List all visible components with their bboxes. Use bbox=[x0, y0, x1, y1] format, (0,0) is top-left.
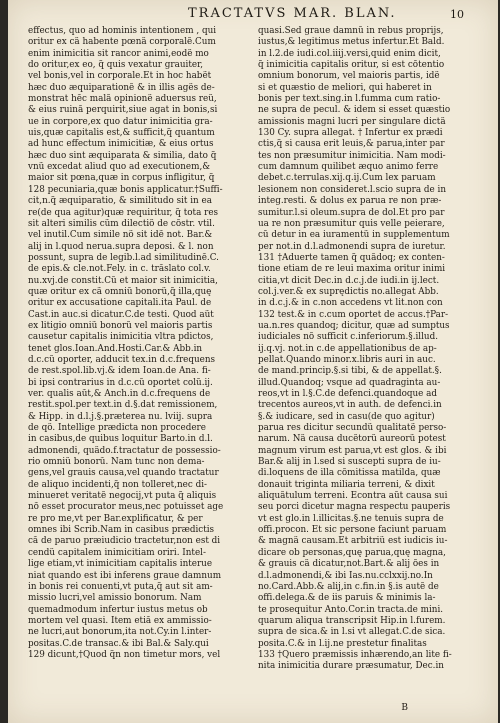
text-line: de aliquo incidenti,q̃ non tolleret,nec di- bbox=[28, 479, 208, 490]
text-line: per not.in d.l.admonendi supra de iuretur. bbox=[258, 241, 446, 252]
text-line: ver. qualis aũt,& Anch.in d.c.frequens de bbox=[28, 389, 211, 399]
text-line: Bar.& alij in l.sed si suscepti supra de iu- bbox=[258, 457, 441, 468]
text-line: amissionis magni lucri per singulare dictã bbox=[258, 116, 446, 127]
text-line: 131 †Aduerte tamen q̃ quãdoq; ex conten- bbox=[258, 252, 445, 263]
text-line: oritur ex cã habente pœnã corporalẽ.Cum bbox=[28, 37, 216, 48]
text-line: iudiciales nõ sufficit c.inferiorum.§.illud. bbox=[258, 332, 439, 343]
text-line: oritur ex accusatione capitali.ita Paul. de bbox=[28, 298, 212, 309]
text-line: causetur capitalis inimicitia vltra pdictos, bbox=[28, 332, 214, 343]
text-line: integ.resti. & dolus ex parua re non præ- bbox=[258, 196, 442, 207]
text-line: monstrat hẽc malã opinionẽ aduersus reũ, bbox=[28, 94, 217, 105]
text-line: debet.c.terrulas.xij.q.ij.Cum lex paruam bbox=[258, 173, 436, 184]
text-line: Cast.in auc.si dicatur.C.de testi. Quod aũt bbox=[28, 309, 214, 320]
text-line: omnium bonorum, vel maioris partis, idẽ bbox=[258, 71, 440, 82]
text-line: parua res dicitur secundũ qualitatẽ perso- bbox=[258, 423, 447, 434]
text-line: rio omniũ bonorũ. Nam tunc non dema- bbox=[28, 457, 205, 468]
text-line: in l.2.de iudi.col.iiij.versi,quid enim dicit, bbox=[258, 48, 441, 59]
text-line: ex litigio omniũ bonorũ vel maioris partis bbox=[28, 320, 213, 331]
text-line: restit.spol.per text.in d.§.dat remissionem, bbox=[28, 400, 218, 411]
text-line: magnum virum est parua,vt est glos. & ibi bbox=[258, 445, 447, 456]
text-line: sit alteri similis cũm dilectiõ de cõstr. vtil. bbox=[28, 218, 215, 229]
text-line: col.j.ver.& ex suprędictis no.allegat Abb. bbox=[258, 286, 439, 297]
text-line: mortem vel quasi. Item etiã ex ammissio- bbox=[28, 615, 212, 626]
left-text-column bbox=[28, 26, 248, 661]
running-title: TRACTATVS MAR. BLAN. bbox=[188, 6, 397, 21]
text-line: nita inimicitia durare præsumatur, Dec.in bbox=[258, 661, 444, 672]
text-line: ua.n.res quandoq; dicitur, quæ ad sumptus bbox=[258, 320, 450, 331]
text-line: si et quæstio de meliori, qui haberet in bbox=[258, 82, 432, 93]
text-line: vel bonis,vel in corporale.Et in hoc habẽt bbox=[28, 71, 212, 82]
text-line: ua re non præsumitur quis velle peierare, bbox=[258, 218, 445, 229]
text-line: d.l.admonendi,& ibi Ias.nu.cclxxij.no.In bbox=[258, 570, 433, 581]
text-line: & Hipp. in d.l.j.§.præterea nu. lviij. supra bbox=[28, 411, 213, 422]
text-line: cendũ capitalem inimicitiam oriri. Intel- bbox=[28, 547, 206, 558]
text-line: quæ oritur ex cã omniũ bonorũ,q̃ illa,quę bbox=[28, 286, 212, 297]
text-line: bonis per text.sing.in l.fumma cum ratio- bbox=[258, 94, 441, 105]
text-line: aliquãtulum terreni. Econtra aũt causa sui bbox=[258, 491, 448, 502]
text-line: hæc duo sint æquiparata & similia, dato q̃ bbox=[28, 150, 217, 161]
text-line: pellat.Quando minor.x.libris auri in auc. bbox=[258, 354, 436, 365]
text-line: re(de qua agitur)quæ requiritur, q̃ tota res bbox=[28, 207, 219, 218]
text-line: effectus, quo ad hominis intentionem , qui bbox=[28, 26, 217, 36]
text-line: 128 pecuniaria,quæ bonis applicatur.†Suffi- bbox=[28, 184, 223, 195]
text-line: te prosequitur Anto.Cor.in tracta.de mini. bbox=[258, 604, 444, 615]
text-line: gens,vel grauis causa,vel quando tractatur bbox=[28, 468, 219, 479]
text-line: illud.Quandoq; vsque ad quadraginta au- bbox=[258, 377, 441, 388]
text-line: vel inutil.Cum simile nõ sit idẽ not. Bar.& bbox=[28, 230, 213, 241]
text-line: positas.C.de transac.& ibi Bal.& Saly.qui bbox=[28, 638, 209, 649]
text-line: in bonis rei conuenti,vt puta,q̃ aut sit am- bbox=[28, 581, 213, 592]
text-line: enim inimicitia sit rancor animi,eodẽ mo bbox=[28, 48, 209, 59]
signature-mark: B bbox=[401, 703, 408, 713]
text-line: ue in corpore,ex quo datur inimicitia gra- bbox=[28, 116, 213, 127]
page-number: 10 bbox=[450, 8, 464, 21]
text-line: de epis.& cle.not.Fely. in c. trãslato col.v. bbox=[28, 264, 211, 275]
text-line: in d.c.j.& in c.non accedens vt lit.non con bbox=[258, 298, 443, 309]
text-line: ad hunc effectum inimicitiæ, & eius ortus bbox=[28, 139, 214, 150]
text-line: di.loquens de illa cõmitissa matilda, quæ bbox=[258, 468, 441, 479]
page-header bbox=[8, 6, 498, 24]
text-line: vt est glo.in l.illicitas.§.ne tenuis supra de bbox=[258, 513, 444, 524]
text-line: ne lucri,aut bonorum,ita not.Cy.in l.inter- bbox=[28, 627, 212, 638]
text-line: ij.q.vj. not.in c.de appellationibus de ap- bbox=[258, 343, 437, 354]
text-line: iustus,& legitimus metus infertur.Et Bald. bbox=[258, 37, 445, 48]
text-line: tenet glos.Ioan.And.Hosti.Car.& Abb.in bbox=[28, 343, 203, 354]
text-line: §.& iudicare, sed in casu(de quo agitur) bbox=[258, 411, 435, 422]
text-line: d.c.cũ oporter, adducit tex.in d.c.frequens bbox=[28, 354, 216, 365]
text-line: cum damnum quilibet æquo animo ferre bbox=[258, 162, 439, 173]
text-line: do oritur,ex eo, q̃ quis vexatur grauiter, bbox=[28, 60, 204, 71]
text-line: & grauis cã dicatur,not.Bart.& alij ões in bbox=[258, 559, 440, 570]
text-line: donauit triginta miliaria terreni, & dixit bbox=[258, 479, 435, 490]
text-line: 129 dicunt,†Quod q̃n non timetur mors, vel bbox=[28, 649, 221, 660]
text-line: ne supra de pecul. & idem si esset quæstio bbox=[258, 105, 451, 116]
text-line: seu porci dicetur magna respectu pauperis bbox=[258, 502, 451, 513]
text-line: hæc duo æquiparationẽ & in illis agẽs de- bbox=[28, 82, 215, 93]
text-line: trecentos aureos,vt in auth. de defenci.in bbox=[258, 400, 442, 411]
text-line: dicare ob personas,quę parua,quę magna, bbox=[258, 547, 446, 558]
text-line: maior sit pœna,quæ in corpus infligitur, q̃ bbox=[28, 173, 215, 184]
text-line: offi.procon. Et sic persone faciunt paruam bbox=[258, 525, 447, 536]
text-line: re pro me,vt per Bar.explificatur, & per bbox=[28, 513, 203, 524]
text-line: posita.C.& in l.ij.ne prestetur finalitas bbox=[258, 638, 427, 649]
book-page bbox=[8, 0, 498, 723]
text-line: cit,n.q̃ æquiparatio, & similitudo sit in ea bbox=[28, 196, 212, 207]
text-line: uis,quæ capitalis est,& sufficit,q̃ quantum bbox=[28, 128, 215, 139]
text-line: possunt, supra de legib.l.ad similitudinẽ.C. bbox=[28, 252, 219, 263]
text-line: in casibus,de quibus loquitur Barto.in d.l. bbox=[28, 434, 213, 445]
text-line: cã de paruo præiudicio tractetur,non est di bbox=[28, 536, 221, 547]
text-line: quemadmodum infertur iustus metus ob bbox=[28, 604, 208, 615]
text-line: & magnã causam.Et arbitriũ est iudicis iu- bbox=[258, 536, 448, 547]
text-line: minueret veritatẽ negocij,vt puta q̃ aliquis bbox=[28, 491, 217, 502]
right-text-column bbox=[258, 26, 480, 673]
text-line: nu.xvj.de constit.Cũ et maior sit inimicitia, bbox=[28, 275, 218, 286]
text-line: offi.delega.& de iis paruis & minimis la- bbox=[258, 593, 436, 604]
text-line: sumitur.l.si oleum.supra de dol.Et pro par bbox=[258, 207, 445, 218]
text-line: ctis,q̃ si causa erit leuis,& parua,inter par bbox=[258, 139, 445, 150]
text-line: cũ detur in ea iuramentũ in supplementum bbox=[258, 230, 450, 241]
text-line: admonendi, quãdo.f.tractatur de possessio- bbox=[28, 445, 221, 456]
text-line: no.Card.Abb.& alij,in c.fin.in §.is autẽ de bbox=[258, 581, 439, 592]
text-line: missio lucri,vel amissio bonorum. Nam bbox=[28, 593, 202, 604]
text-line: 133 †Quero præmissis inhærendo,an lite fi- bbox=[258, 649, 452, 660]
text-line: 130 Cy. supra allegat. † Infertur ex prædi bbox=[258, 128, 443, 139]
text-line: quasi.Sed graue damnũ in rebus proprijs, bbox=[258, 26, 444, 36]
text-line: tes non præsumitur inimicitia. Nam modi- bbox=[258, 150, 446, 161]
text-line: supra de sica.& in l.si vt allegat.C.de sica. bbox=[258, 627, 446, 638]
text-line: omnes ibi Scrib.Nam in casibus prædictis bbox=[28, 525, 215, 536]
text-line: 132 test.& in c.cum oportet de accus.†Par- bbox=[258, 309, 449, 320]
text-line: citia,vt dicit Dec.in d.c.j.de iudi.in ij.lect. bbox=[258, 275, 440, 286]
text-line: q̃ inimicitia capitalis oritur, si est cõtentio bbox=[258, 60, 445, 71]
text-line: vnũ excedat aliud quo ad executionem,& bbox=[28, 162, 211, 173]
text-line: nõ esset procurator meus,nec potuisset age bbox=[28, 502, 224, 513]
text-line: bi ipsi contrarius in d.c.cũ oportet colũ.ij. bbox=[28, 377, 213, 388]
text-line: niat quando est ibi inferens graue damnum bbox=[28, 570, 222, 581]
text-line: narum. Nã causa ducẽtorũ aureorũ potest bbox=[258, 434, 446, 445]
text-line: lige etiam,vt inimicitiam capitalis interue bbox=[28, 559, 213, 570]
text-line: & eius ruinã perquirit,siue agat in bonis,si bbox=[28, 105, 218, 116]
text-line: lesionem non consideret.l.scio supra de in bbox=[258, 184, 446, 195]
text-line: de rest.spol.lib.vj.& idem Ioan.de Ana. fi- bbox=[28, 366, 211, 377]
text-line: alij in l.quod nerua.supra deposi. & l. non bbox=[28, 241, 214, 252]
text-line: de mand.princip.§.si tibi, & de appellat.§. bbox=[258, 366, 442, 377]
text-line: tione etiam de re leui maxima oritur inimi bbox=[258, 264, 446, 275]
text-line: quarum aliqua transcripsit Hip.in l.furem. bbox=[258, 615, 446, 626]
text-line: de qõ. Intellige prædicta non procedere bbox=[28, 423, 206, 434]
text-line: reos,vt in l.§.C.de defenci.quandoque ad bbox=[258, 389, 438, 399]
